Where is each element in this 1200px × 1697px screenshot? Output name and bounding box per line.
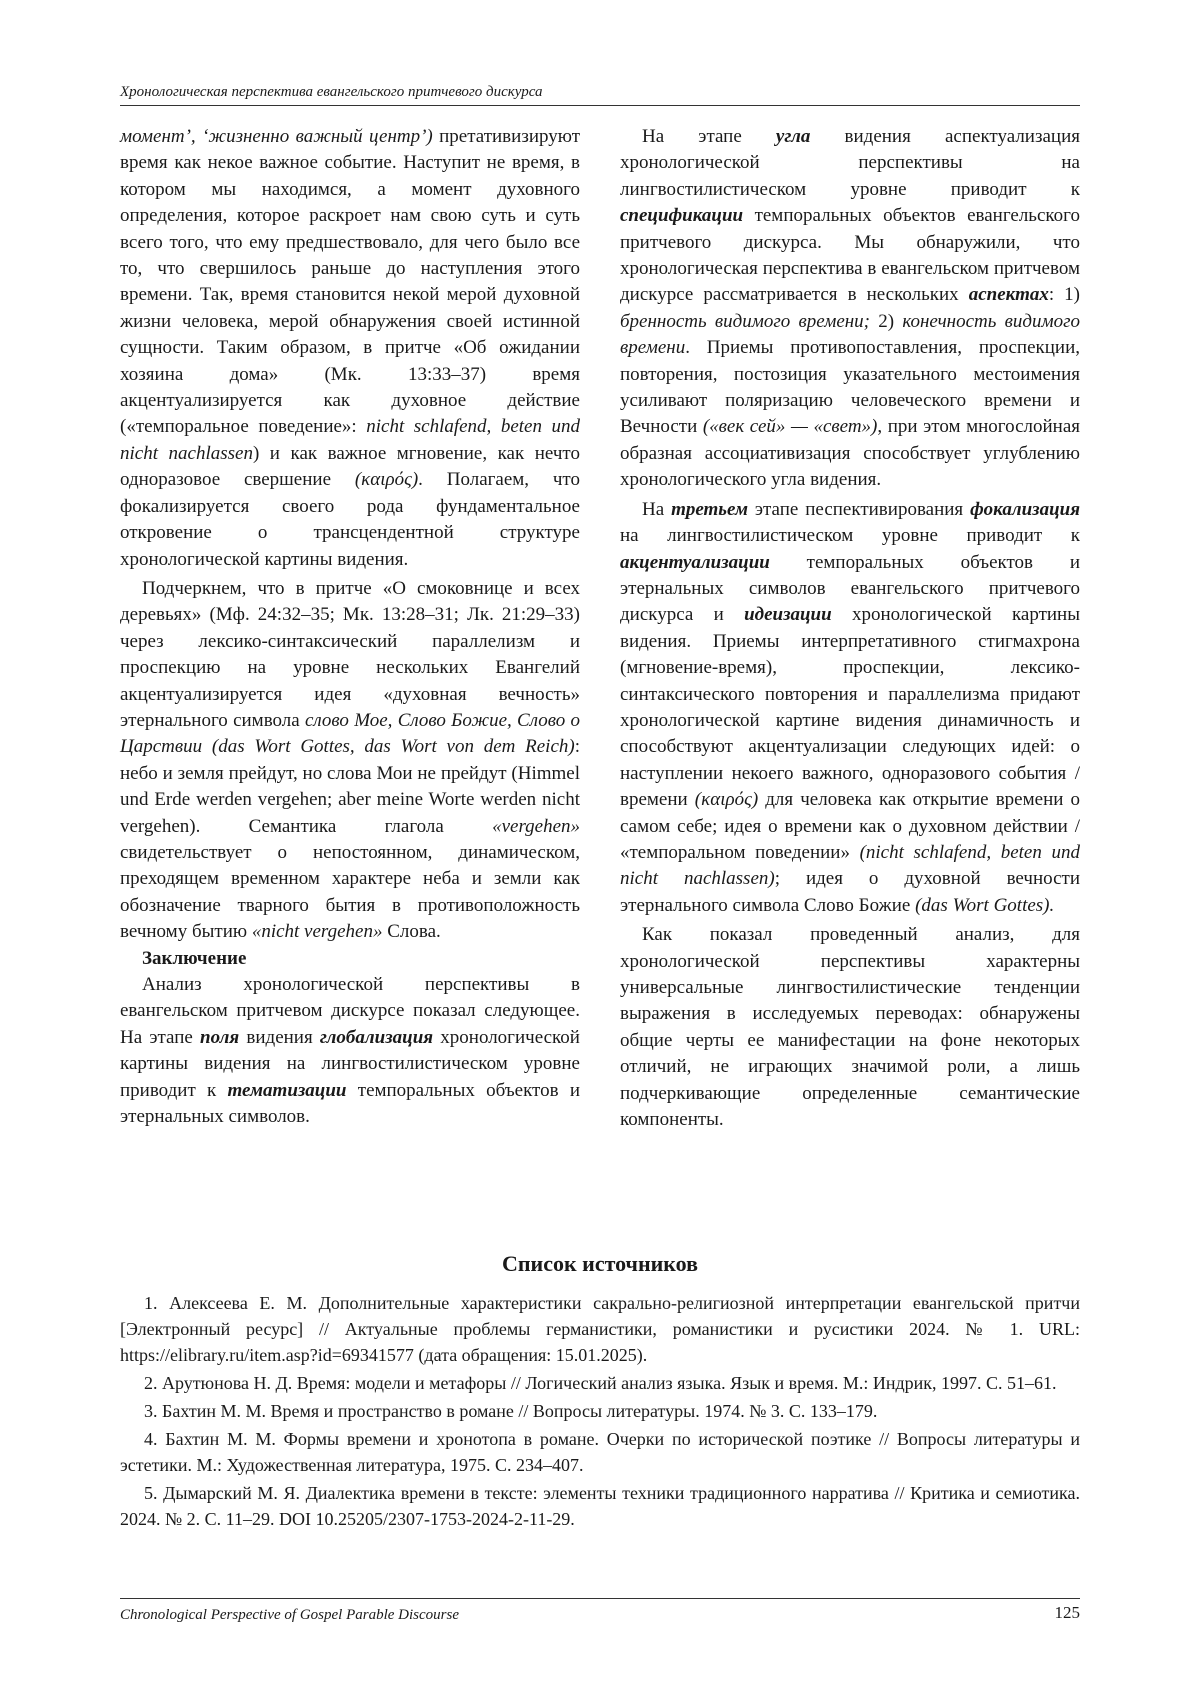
text-run: темпоральных объектов и этернальных символов евангельского притчевого дискурса и bbox=[620, 551, 1080, 626]
italic-text: момент’, ‘жизненно важный центр’) bbox=[120, 126, 433, 147]
italic-text: (das Wort Gottes). bbox=[915, 894, 1055, 916]
paragraph bbox=[620, 497, 1080, 920]
left-column bbox=[120, 124, 580, 1130]
running-header: Хронологическая перспектива евангельского притчевого дискурса bbox=[120, 82, 1080, 106]
italic-text: (nicht schlafend, beten und nicht nachlassen) bbox=[620, 841, 1080, 890]
emphasis-term: спецификации bbox=[620, 205, 744, 227]
text-run: . Приемы противопоставления, проспекции, повторения, постозиция указательного местоимения усиливают поляризацию человеческого времени и Вечности bbox=[620, 337, 1080, 438]
emphasis-term: акцентуализации bbox=[620, 551, 770, 573]
emphasis-term: угла bbox=[775, 126, 811, 147]
paragraph bbox=[120, 576, 580, 946]
italic-text: («век сей» — «свет») bbox=[702, 416, 878, 438]
text-run: ) и как важное мгновение, как нечто одноразовое свершение bbox=[120, 442, 580, 491]
text-run: , при этом многослойная образная ассоциативизация способствует углублению хронологического угла видения. bbox=[620, 416, 1080, 491]
emphasis-term: поля bbox=[200, 1026, 240, 1048]
text-run: хронологической картины видения на лингвостилистическом уровне приводит к bbox=[120, 1026, 580, 1101]
italic-text: бренность видимого времени; bbox=[620, 310, 871, 332]
italic-text: слово Мое, Слово Божие, Слово о Царствии (das Wort Gottes, das Wort von dem Reich) bbox=[120, 709, 580, 758]
reference-item: 4. Бахтин М. М. Формы времени и хронотопа в романе. Очерки по исторической поэтике // Вопросы литературы и эстетики. М.: Художественная литература, 1975. С. 234–407. bbox=[120, 1429, 1080, 1475]
text-run: этапе песпективирования bbox=[747, 498, 971, 520]
text-run: видения bbox=[239, 1026, 320, 1048]
italic-text: (καιρός) bbox=[694, 789, 759, 811]
emphasis-term: фокализация bbox=[970, 498, 1080, 520]
text-run: 2) bbox=[870, 310, 903, 332]
emphasis-term: глобализация bbox=[319, 1026, 434, 1048]
text-run: для человека как открытие времени о самом себе; идея о времени как о духовном действии / «темпоральном поведении» bbox=[620, 789, 1080, 863]
text-run: темпоральных объектов евангельского притчевого дискурса. Мы обнаружили, что хронологическая перспектива в евангельском притчевом дискурсе рассматривается в нескольких bbox=[620, 205, 1080, 306]
reference-item: 5. Дымарский М. Я. Диалектика времени в тексте: элементы техники традиционного нарратива // Критика и семиотика. 2024. № 2. С. 11–29. DOI 10.25205/2307-1753-2024-2-11-29. bbox=[120, 1483, 1080, 1529]
text-run: Как показал проведенный анализ, для хронологической перспективы характерны универсальные лингвостилистические тенденции выражения в исследуемых переводах: обнаружены общие черты ее манифестации на фоне некоторых отличий, не играющих значимой роли, а лишь подчеркивающие определенные семантические компоненты. bbox=[620, 924, 1080, 1131]
page-number: 125 bbox=[1054, 1603, 1080, 1622]
emphasis-term: аспектах bbox=[968, 284, 1049, 306]
text-run: претативизируют время как некое важное событие. Наступит не время, в котором мы находимся, а момент духовного определения, которое раскроет нам свою суть и суть всего того, что ему предшествовало, для чего было все то, что свершилось раньше до наступления этого времени. Так, время становится некой мерой духовной жизни человека, мерой обнаружения своей истинной сущности. Таким образом, в притче «Об ожидании хозяина дома» (Мк. 13:33–37) время акцентуализируется как духовное действие («темпоральное поведение»: bbox=[120, 126, 580, 438]
italic-text: конечность видимого времени bbox=[620, 310, 1081, 359]
text-run: . Полагаем, что фокализируется своего рода фундаментальное откровение о трансцендентной структуре хронологической картины видения. bbox=[120, 469, 580, 570]
italic-text: «vergehen» bbox=[492, 815, 580, 837]
text-run: видения аспектуализация хронологической перспективы на лингвостилистическом уровне приводит к bbox=[620, 126, 1080, 200]
text-run: Слова. bbox=[382, 921, 441, 943]
text-run: хронологической картины видения. Приемы интерпретативного стигмахрона (мгновение-время), проспекции, лексико-синтаксического повторения и параллелизма придают хронологической картине видения динамичность и способствуют акцентуализации следующих идей: о наступлении некоего важного, одноразового события / времени bbox=[620, 604, 1080, 811]
text-run: ; идея о духовной вечности этернального символа Слово Божие bbox=[620, 868, 1080, 916]
text-run: Подчеркнем, что в притче «О смоковнице и всех деревьях» (Мф. 24:32–35; Мк. 13:28–31; Лк. 21:29–33) через лексико-синтаксический параллелизм и проспекцию на уровне нескольких Евангелий акцентуализируется идея «духовная вечность» этернального символа bbox=[120, 577, 580, 731]
paragraph bbox=[620, 124, 1080, 494]
reference-item: 3. Бахтин М. М. Время и пространство в романе // Вопросы литературы. 1974. № 3. С. 133–179. bbox=[144, 1401, 878, 1421]
footer-english-title: Chronological Perspective of Gospel Parable Discourse bbox=[120, 1607, 459, 1623]
paragraph bbox=[120, 124, 580, 573]
emphasis-term: идеизации bbox=[744, 604, 832, 626]
reference-item: 1. Алексеева Е. М. Дополнительные характеристики сакрально-религиозной интерпретации евангельской притчи [Электронный ресурс] // Актуальные проблемы германистики, романистики и русистики 2024. № 1. URL: https://elibrary.ru/item.asp?id=69341577 (дата обращения: 15.01.2025). bbox=[120, 1293, 1080, 1365]
references-title: Список источников bbox=[501, 1251, 699, 1276]
text-run: Анализ хронологической перспективы в евангельском притчевом дискурсе показал следующее. На этапе bbox=[120, 974, 580, 1048]
text-run: : 1) bbox=[1048, 284, 1081, 306]
footer-rule bbox=[120, 1598, 1080, 1599]
text-run: : небо и земля прейдут, но слова Мои не прейдут (Himmel und Erde werden vergehen; aber meine Worte werden nicht vergehen). Семантика глагола bbox=[120, 736, 580, 837]
paragraph bbox=[620, 922, 1080, 1133]
references-list bbox=[120, 1290, 1080, 1534]
emphasis-term: третьем bbox=[671, 498, 748, 520]
text-run: свидетельствует о непостоянном, динамическом, преходящем временном характере неба и земли как обозначение тварного бытия в противоположность вечному бытию bbox=[120, 841, 580, 943]
text-run: На bbox=[642, 498, 672, 520]
italic-text: nicht schlafend, beten und nicht nachlassen bbox=[120, 416, 580, 464]
italic-text: (καιρός) bbox=[354, 469, 419, 491]
section-heading: Заключение bbox=[142, 947, 247, 969]
right-column bbox=[620, 124, 1080, 1133]
reference-item: 2. Арутюнова Н. Д. Время: модели и метафоры // Логический анализ языка. Язык и время. М.: Индрик, 1997. С. 51–61. bbox=[144, 1373, 1057, 1393]
text-run: На этапе bbox=[642, 126, 776, 147]
paragraph bbox=[120, 972, 580, 1130]
italic-text: «nicht vergehen» bbox=[251, 921, 383, 943]
emphasis-term: тематизации bbox=[227, 1079, 347, 1101]
text-run: темпоральных объектов и этернальных символов. bbox=[120, 1079, 581, 1128]
text-run: на лингвостилистическом уровне приводит к bbox=[620, 525, 1080, 547]
